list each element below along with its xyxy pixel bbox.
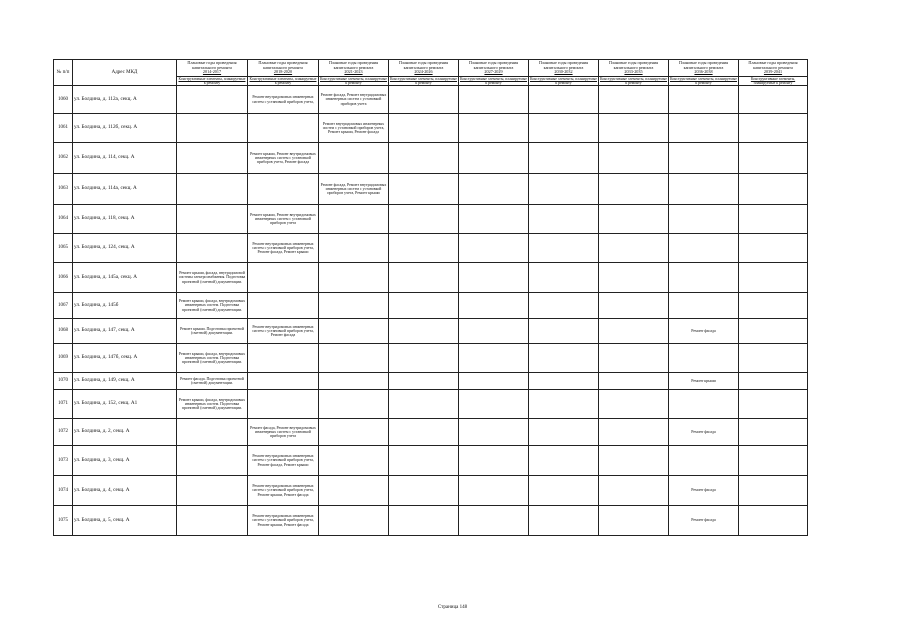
row-work-cell — [459, 293, 529, 319]
table-row — [54, 506, 808, 536]
row-number: 1074 — [54, 476, 73, 506]
row-work-cell — [669, 446, 739, 476]
row-work-cell — [248, 263, 319, 293]
row-number: 1073 — [54, 446, 73, 476]
row-work-cell — [459, 263, 529, 293]
row-number: 1071 — [54, 390, 73, 419]
row-work-cell — [599, 476, 669, 506]
row-work-cell: Ремонт фасада, Ремонт внутридомовых инженерных систем с установкой приборов учета — [248, 419, 319, 446]
header-period: Плановые годы проведения капитального ремонта 2021-2023 — [319, 60, 389, 77]
header-subcaption: Конструктивные элементы, планируемые к ремонту — [248, 77, 319, 86]
row-work-cell — [739, 205, 808, 234]
row-work-cell — [529, 446, 599, 476]
row-work-cell: Ремонт внутридомовых инженерных систем с установкой приборов учета, Ремонт крыши, Ремонт фасада — [248, 506, 319, 536]
row-work-cell — [389, 205, 459, 234]
row-work-cell — [459, 446, 529, 476]
row-number: 1068 — [54, 319, 73, 344]
row-work-cell — [389, 263, 459, 293]
row-address: ул. Болдина, д. 145б — [73, 293, 177, 319]
row-work-cell — [248, 293, 319, 319]
row-number: 1064 — [54, 205, 73, 234]
row-work-cell — [599, 390, 669, 419]
table-row — [54, 205, 808, 234]
row-work-cell — [599, 205, 669, 234]
row-work-cell — [319, 319, 389, 344]
table-row — [54, 419, 808, 446]
row-work-cell — [459, 86, 529, 114]
row-work-cell: Ремонт фасада, Ремонт внутридомовых инженерных систем с установкой приборов учета — [319, 86, 389, 114]
row-work-cell — [389, 319, 459, 344]
row-work-cell — [459, 205, 529, 234]
row-work-cell — [739, 319, 808, 344]
row-address: ул. Болдина, д. 114, секц. А — [73, 143, 177, 174]
row-work-cell — [739, 373, 808, 390]
header-subcaption: Конструктивные элементы, планируемые к ремонту — [670, 77, 737, 85]
row-work-cell — [669, 390, 739, 419]
header-subcaption: Конструктивные элементы, планируемые к ремонту — [460, 77, 527, 85]
row-work-cell — [319, 293, 389, 319]
table-row — [54, 86, 808, 114]
row-work-cell — [319, 419, 389, 446]
row-work-cell: Ремонт фасада — [669, 319, 739, 344]
row-work-cell — [669, 86, 739, 114]
row-work-cell — [177, 446, 248, 476]
table-row — [54, 263, 808, 293]
header-period: Плановые годы проведения капитального ремонта 2027-2029 — [459, 60, 529, 77]
row-address: ул. Болдина, д. 149, секц. А — [73, 373, 177, 390]
header-period: Плановые годы проведения капитального ремонта 2036-2038 — [669, 60, 739, 77]
row-work-cell — [599, 263, 669, 293]
row-work-cell — [389, 344, 459, 373]
table-row — [54, 293, 808, 319]
row-work-cell — [599, 373, 669, 390]
row-work-cell — [599, 86, 669, 114]
row-work-cell — [177, 234, 248, 263]
row-work-cell: Ремонт крыши, Ремонт внутридомовых инженерных систем с установкой приборов учета, Ремонт фасада — [248, 143, 319, 174]
row-work-cell — [459, 344, 529, 373]
table-row — [54, 373, 808, 390]
row-number: 1060 — [54, 86, 73, 114]
row-work-cell: Ремонт крыши, фасада, внутридомовой системы электроснабжения. Подготовка проектной (сметной) документации. — [177, 263, 248, 293]
row-work-cell — [319, 143, 389, 174]
row-work-cell — [319, 263, 389, 293]
row-work-cell — [529, 86, 599, 114]
row-work-cell — [177, 143, 248, 174]
row-number: 1065 — [54, 234, 73, 263]
header-num: № п/п — [54, 60, 73, 86]
row-address: ул. Болдина, д. 4, секц. А — [73, 476, 177, 506]
row-work-cell — [389, 419, 459, 446]
header-period: Плановые годы проведения капитального ремонта 2030-2032 — [529, 60, 599, 77]
row-work-cell — [739, 344, 808, 373]
row-work-cell — [389, 373, 459, 390]
row-work-cell — [177, 419, 248, 446]
repair-schedule-table — [53, 59, 808, 536]
row-work-cell — [599, 234, 669, 263]
row-work-cell — [529, 293, 599, 319]
table-row — [54, 319, 808, 344]
row-work-cell — [529, 476, 599, 506]
row-work-cell — [319, 390, 389, 419]
row-work-cell — [599, 143, 669, 174]
row-work-cell — [319, 476, 389, 506]
row-work-cell — [248, 373, 319, 390]
header-subcaption: Конструктивные элементы, планируемые к ремонту — [390, 77, 457, 85]
row-work-cell — [319, 234, 389, 263]
row-work-cell — [599, 319, 669, 344]
row-work-cell — [739, 86, 808, 114]
row-work-cell: Ремонт крыши, фасада, внутридомовых инженерных систем. Подготовка проектной (сметной) документации. — [177, 293, 248, 319]
row-work-cell — [739, 174, 808, 205]
row-work-cell — [529, 263, 599, 293]
row-work-cell — [319, 446, 389, 476]
row-work-cell — [739, 114, 808, 143]
page-number: Страница 148 — [437, 605, 468, 610]
row-number: 1062 — [54, 143, 73, 174]
row-work-cell: Ремонт фасада — [669, 506, 739, 536]
row-work-cell — [459, 476, 529, 506]
row-work-cell — [529, 506, 599, 536]
row-work-cell: Ремонт крыши, Ремонт внутридомовых инженерных систем с установкой приборов учета — [248, 205, 319, 234]
table-row — [54, 114, 808, 143]
row-address: ул. Болдина, д. 145а, секц. А — [73, 263, 177, 293]
row-number: 1067 — [54, 293, 73, 319]
row-address: ул. Болдина, д. 5, секц. А — [73, 506, 177, 536]
table-body — [54, 86, 808, 536]
row-work-cell — [529, 143, 599, 174]
row-work-cell — [459, 506, 529, 536]
row-work-cell — [389, 506, 459, 536]
row-work-cell — [669, 205, 739, 234]
row-work-cell — [739, 476, 808, 506]
row-work-cell — [599, 344, 669, 373]
row-number: 1072 — [54, 419, 73, 446]
row-work-cell — [529, 319, 599, 344]
row-number: 1066 — [54, 263, 73, 293]
row-work-cell — [389, 293, 459, 319]
row-work-cell — [389, 446, 459, 476]
row-work-cell — [248, 114, 319, 143]
row-work-cell: Ремонт внутридомовых инженерных систем с установкой приборов учета, Ремонт фасада, Ремонт крыши — [248, 446, 319, 476]
row-work-cell — [389, 390, 459, 419]
header-subcaption: Конструктивные элементы, планируемые к ремонту — [600, 77, 667, 85]
row-work-cell — [177, 86, 248, 114]
header-period: Плановые годы проведения капитального ремонта 2018-2020 — [248, 60, 319, 77]
row-work-cell — [459, 174, 529, 205]
row-work-cell — [739, 263, 808, 293]
table-row — [54, 476, 808, 506]
row-work-cell: Ремонт внутридомовых инженерных систем с установкой приборов учета, Ремонт фасада, Ремонт крыши — [248, 234, 319, 263]
row-address: ул. Болдина, д. 3, секц. А — [73, 446, 177, 476]
table-row — [54, 390, 808, 419]
row-work-cell — [599, 446, 669, 476]
row-work-cell — [669, 263, 739, 293]
row-work-cell: Ремонт фасада — [669, 476, 739, 506]
row-work-cell — [529, 234, 599, 263]
row-work-cell: Ремонт крыши, фасада, внутридомовых инженерных систем. Подготовка проектной (сметной) документации. — [177, 390, 248, 419]
row-work-cell — [529, 114, 599, 143]
row-work-cell — [248, 174, 319, 205]
row-work-cell: Ремонт фасада. Подготовка проектной (сметной) документации. — [177, 373, 248, 390]
row-address: ул. Болдина, д. 124, секц. А — [73, 234, 177, 263]
row-work-cell — [459, 234, 529, 263]
row-work-cell — [459, 390, 529, 419]
row-work-cell — [669, 234, 739, 263]
row-work-cell — [319, 373, 389, 390]
row-work-cell — [389, 143, 459, 174]
row-work-cell — [177, 205, 248, 234]
row-work-cell — [599, 174, 669, 205]
row-work-cell — [669, 174, 739, 205]
row-address: ул. Болдина, д. 112б, секц. А — [73, 114, 177, 143]
row-work-cell — [177, 174, 248, 205]
row-work-cell: Ремонт внутридомовых инженерных систем с установкой приборов учета, Ремонт фасада — [248, 319, 319, 344]
row-work-cell — [319, 506, 389, 536]
row-work-cell — [529, 390, 599, 419]
header-period: Плановые годы проведения капитального ремонта 2039-2041 — [739, 60, 808, 77]
row-work-cell — [459, 143, 529, 174]
row-work-cell — [599, 419, 669, 446]
row-number: 1069 — [54, 344, 73, 373]
row-work-cell — [248, 344, 319, 373]
row-work-cell — [739, 143, 808, 174]
row-address: ул. Болдина, д. 147б, секц. А — [73, 344, 177, 373]
row-work-cell: Ремонт внутридомовых инженерных систем с установкой приборов учета, Ремонт крыши, Ремонт фасада — [248, 476, 319, 506]
header-subcaption: Конструктивные элементы, планируемые к ремонту — [739, 77, 808, 86]
row-work-cell: Ремонт крыши — [669, 373, 739, 390]
row-work-cell — [669, 344, 739, 373]
table-row — [54, 446, 808, 476]
row-work-cell — [529, 373, 599, 390]
row-number: 1061 — [54, 114, 73, 143]
row-address: ул. Болдина, д. 2, секц. А — [73, 419, 177, 446]
row-work-cell — [389, 476, 459, 506]
header-subcaption: Конструктивные элементы, планируемые к ремонту — [320, 77, 387, 85]
row-work-cell — [529, 344, 599, 373]
row-address: ул. Болдина, д. 112а, секц. А — [73, 86, 177, 114]
row-work-cell — [459, 373, 529, 390]
row-number: 1075 — [54, 506, 73, 536]
row-work-cell: Ремонт крыши. Подготовка проектной (сметной) документации. — [177, 319, 248, 344]
row-work-cell — [739, 293, 808, 319]
row-work-cell — [319, 205, 389, 234]
row-work-cell — [739, 506, 808, 536]
table-row — [54, 234, 808, 263]
header-period: Плановые годы проведения капитального ремонта 2033-2035 — [599, 60, 669, 77]
row-work-cell — [459, 114, 529, 143]
row-work-cell — [389, 174, 459, 205]
header-period: Плановые годы проведения капитального ремонта 2024-2026 — [389, 60, 459, 77]
row-work-cell — [248, 390, 319, 419]
row-number: 1070 — [54, 373, 73, 390]
header-address: Адрес МКД — [73, 60, 177, 86]
row-work-cell — [529, 205, 599, 234]
row-work-cell — [599, 293, 669, 319]
header-subcaption: Конструктивные элементы, планируемые к ремонту — [530, 77, 597, 85]
table-row — [54, 174, 808, 205]
row-work-cell — [389, 234, 459, 263]
row-work-cell: Ремонт крыши, фасада, внутридомовых инженерных систем. Подготовка проектной (сметной) документации. — [177, 344, 248, 373]
row-work-cell — [389, 114, 459, 143]
header-period: Плановые годы проведения капитального ремонта 2014-2017 — [177, 60, 248, 77]
row-number: 1063 — [54, 174, 73, 205]
row-work-cell — [177, 476, 248, 506]
row-work-cell — [739, 234, 808, 263]
row-work-cell — [669, 293, 739, 319]
row-work-cell: Ремонт фасада, Ремонт внутридомовых инженерных систем с установкой приборов учета, Ремонт крыши — [319, 174, 389, 205]
table-row — [54, 344, 808, 373]
row-work-cell — [389, 86, 459, 114]
row-work-cell — [599, 506, 669, 536]
row-work-cell — [739, 446, 808, 476]
row-address: ул. Болдина, д. 147, секц. А — [73, 319, 177, 344]
table-row — [54, 143, 808, 174]
row-work-cell — [529, 174, 599, 205]
row-work-cell — [599, 114, 669, 143]
row-work-cell — [739, 390, 808, 419]
row-work-cell — [319, 344, 389, 373]
row-work-cell — [739, 419, 808, 446]
row-address: ул. Болдина, д. 118, секц. А — [73, 205, 177, 234]
row-address: ул. Болдина, д. 114а, секц. А — [73, 174, 177, 205]
row-work-cell — [177, 114, 248, 143]
row-work-cell: Ремонт фасада — [669, 419, 739, 446]
header-subcaption: Конструктивные элементы, планируемые к ремонту — [177, 77, 248, 86]
row-work-cell: Ремонт внутридомовых инженерных систем с установкой приборов учета, Ремонт крыши, Ремонт фасада — [319, 114, 389, 143]
row-work-cell — [459, 319, 529, 344]
row-work-cell — [529, 419, 599, 446]
row-work-cell — [177, 506, 248, 536]
row-work-cell — [459, 419, 529, 446]
row-work-cell: Ремонт внутридомовых инженерных систем с установкой приборов учета, — [248, 86, 319, 114]
row-work-cell — [669, 114, 739, 143]
row-address: ул. Болдина, д. 152, секц. А1 — [73, 390, 177, 419]
row-work-cell — [669, 143, 739, 174]
